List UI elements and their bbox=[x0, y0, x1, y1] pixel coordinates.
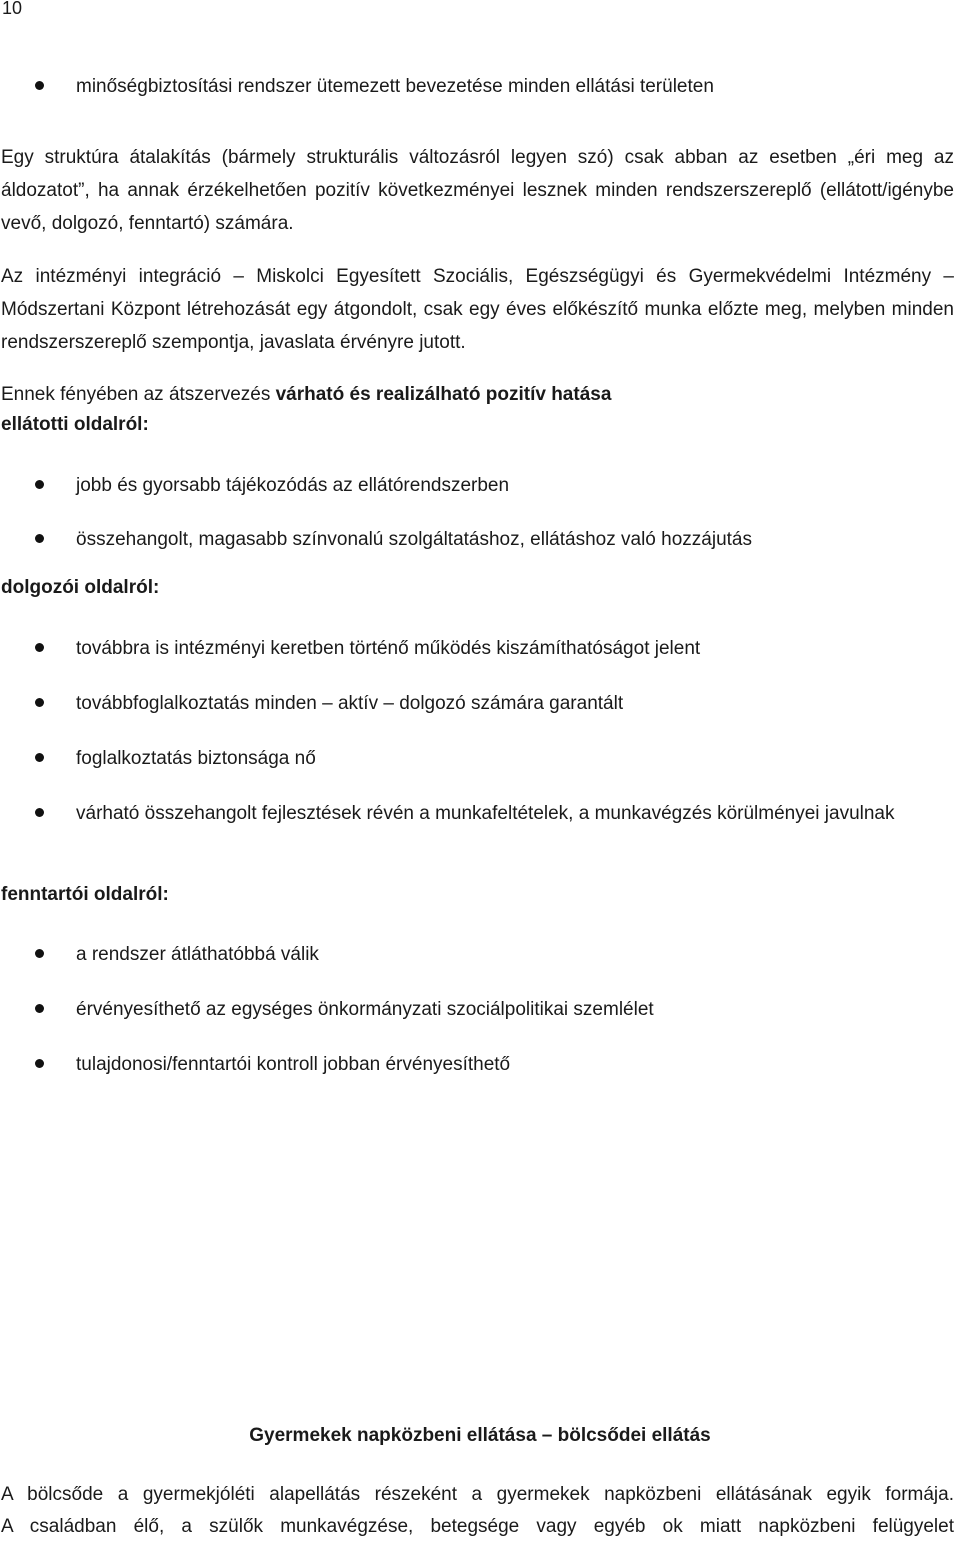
section-title: Gyermekek napközbeni ellátása – bölcsődei ellátás bbox=[249, 1425, 711, 1446]
bullet-icon bbox=[35, 480, 44, 489]
list-item-text: a rendszer átláthatóbbá válik bbox=[76, 944, 319, 965]
bullet-icon bbox=[35, 1004, 44, 1013]
paragraph: Az intézményi integráció – Miskolci Egyesített Szociális, Egészségügyi és Gyermekvédelmi Intézmény – Módszertani Központ létrehozását egy átgondolt, csak egy éves előkészítő munka előzte meg, melyben minden rendszerszereplő szempontja, javaslata érvényre jutott. bbox=[1, 266, 954, 353]
list-item-text: továbbra is intézményi keretben történő működés kiszámíthatóságot jelent bbox=[76, 638, 701, 659]
list-item-text: minőségbiztosítási rendszer ütemezett bevezetése minden ellátási területen bbox=[76, 76, 714, 97]
list-item-text: várható összehangolt fejlesztések révén a munkafeltételek, a munkavégzés körülményei javulnak bbox=[76, 803, 895, 824]
bullet-icon bbox=[35, 534, 44, 543]
paragraph: Egy struktúra átalakítás (bármely strukturális változásról legyen szó) csak abban az esetben „éri meg az áldozatot”, ha annak érzékelhetően pozitív következményei lesznek minden rendszerszereplő (ellátott/igénybe vevő, dolgozó, fenntartó) számára. bbox=[1, 147, 954, 234]
list-item-text: jobb és gyorsabb tájékozódás az ellátórendszerben bbox=[76, 475, 510, 496]
section-heading: fenntartói oldalról: bbox=[1, 884, 169, 905]
bullet-icon bbox=[35, 949, 44, 958]
section-heading: dolgozói oldalról: bbox=[1, 577, 160, 598]
list-item-text: érvényesíthető az egységes önkormányzati szociálpolitikai szemlélet bbox=[76, 999, 654, 1020]
bullet-icon bbox=[35, 81, 44, 90]
bullet-icon bbox=[35, 808, 44, 817]
section-heading: ellátotti oldalról: bbox=[1, 414, 149, 435]
page-number: 10 bbox=[2, 0, 23, 18]
bullet-icon bbox=[35, 643, 44, 652]
list-item-text: továbbfoglalkoztatás minden – aktív – dolgozó számára garantált bbox=[76, 693, 624, 714]
paragraph-line: A bölcsőde a gyermekjóléti alapellátás részeként a gyermekek napközbeni ellátásának egyik formája. bbox=[1, 1484, 954, 1505]
paragraph-line: A családban élő, a szülők munkavégzése, betegsége vagy egyéb ok miatt napközbeni felügyelet bbox=[1, 1516, 954, 1537]
bullet-icon bbox=[35, 753, 44, 762]
bullet-icon bbox=[35, 698, 44, 707]
impact-intro bbox=[1, 378, 954, 411]
impact-intro-prefix: Ennek fényében az átszervezés bbox=[1, 384, 276, 405]
bullet-icon bbox=[35, 1059, 44, 1068]
list-item-text: összehangolt, magasabb színvonalú szolgáltatáshoz, ellátáshoz való hozzájutás bbox=[76, 529, 752, 550]
impact-intro-bold: várható és realizálható pozitív hatása bbox=[275, 384, 612, 405]
list-item-text: tulajdonosi/fenntartói kontroll jobban érvényesíthető bbox=[76, 1054, 511, 1075]
list-item-text: foglalkoztatás biztonsága nő bbox=[76, 748, 316, 769]
